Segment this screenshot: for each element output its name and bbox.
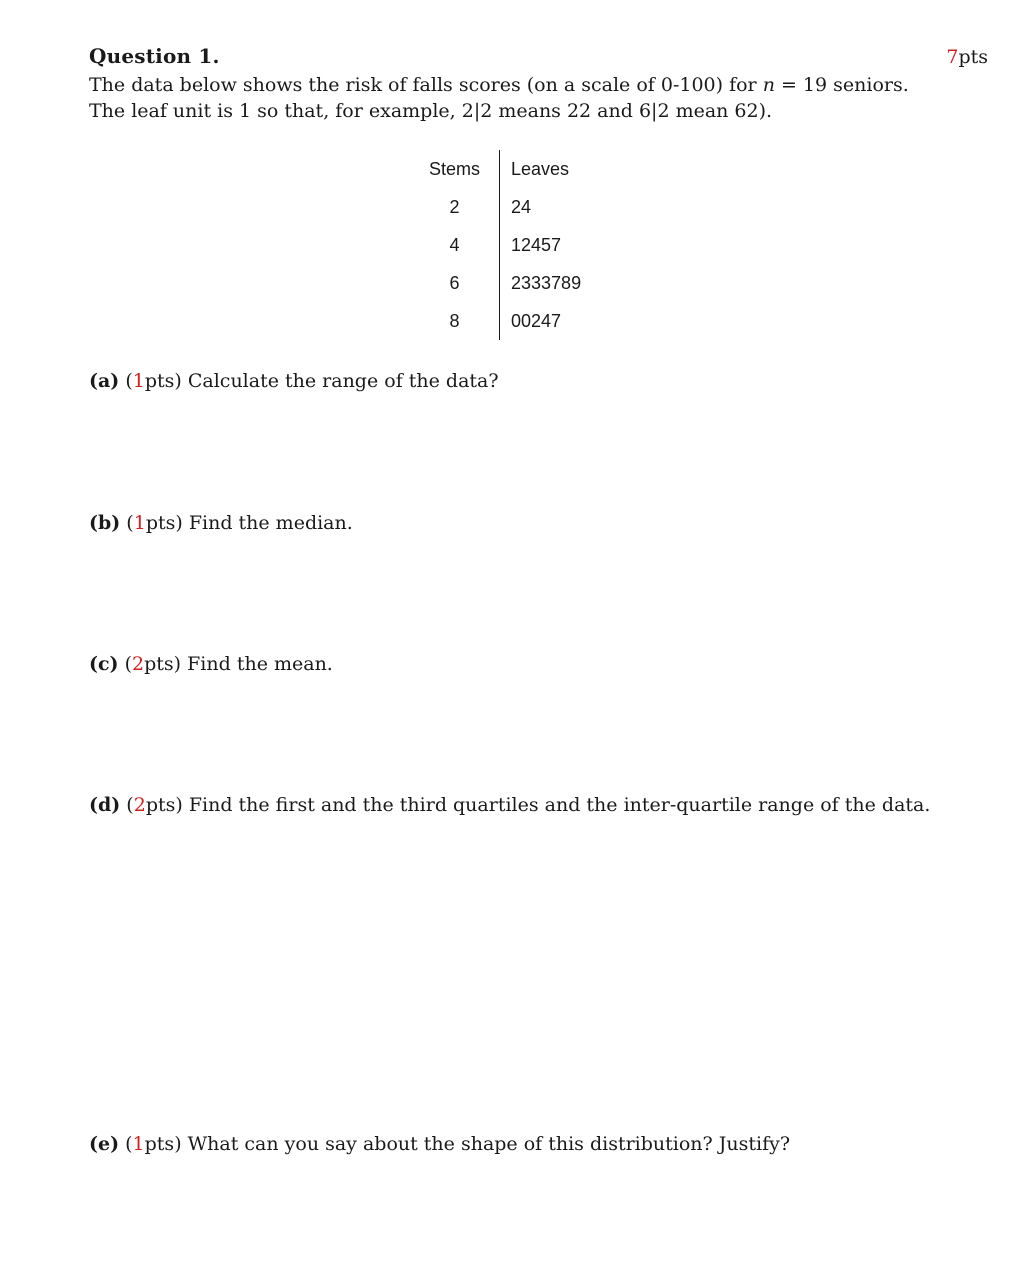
intro-variable-n: n <box>762 74 775 96</box>
part-c: (c) (2pts) Find the mean. <box>89 653 333 675</box>
part-points: 1 <box>132 370 145 392</box>
stem-leaf-row <box>410 226 631 264</box>
part-text: Calculate the range of the data? <box>187 370 499 392</box>
part-points-unit: pts <box>144 653 174 675</box>
part-points: 1 <box>132 1133 145 1155</box>
stem-leaf-row <box>410 264 631 302</box>
leaf-cell: 24 <box>511 196 532 217</box>
part-a: (a) (1pts) Calculate the range of the data? <box>89 370 499 392</box>
stem-leaf-row <box>410 302 631 340</box>
total-points-unit: pts <box>958 46 988 68</box>
stems-header: Stems <box>410 150 500 188</box>
intro-text-start: The data below shows the risk of falls scores (on a scale of 0-100) for <box>89 74 763 96</box>
part-points: 2 <box>133 794 146 816</box>
part-text: Find the mean. <box>187 653 333 675</box>
part-e: (e) (1pts) What can you say about the shape of this distribution? Justify? <box>89 1133 791 1155</box>
part-text: What can you say about the shape of this distribution? Justify? <box>187 1133 791 1155</box>
part-points-unit: pts <box>144 370 175 392</box>
question-title: Question 1. <box>89 44 220 68</box>
part-points-unit: pts <box>144 1133 175 1155</box>
part-label: (e) <box>89 1133 120 1155</box>
part-label: (c) <box>89 653 119 675</box>
part-text: Find the first and the third quartiles and the inter-quartile range of the data. <box>188 794 931 816</box>
part-text: Find the median. <box>188 512 353 534</box>
stem-cell: 2 <box>410 188 500 226</box>
part-label: (b) <box>89 512 121 534</box>
part-points: 2 <box>132 653 145 675</box>
part-label: (d) <box>89 794 121 816</box>
intro-text-end: = 19 seniors. The leaf unit is 1 so that, for example, 2|2 means 22 and 6|2 mean 62). <box>89 74 909 122</box>
stem-leaf-table <box>410 150 631 340</box>
stem-cell: 8 <box>410 302 500 340</box>
leaf-cell: 12457 <box>511 234 562 255</box>
part-d: (d) (2pts) Find the first and the third quartiles and the inter-quartile range of the data. <box>89 794 931 816</box>
total-points-value: 7 <box>946 46 959 68</box>
part-points-unit: pts <box>145 794 176 816</box>
part-points: 1 <box>133 512 146 534</box>
stem-cell: 4 <box>410 226 500 264</box>
leaf-cell: 00247 <box>511 310 562 331</box>
part-label: (a) <box>89 370 120 392</box>
part-b: (b) (1pts) Find the median. <box>89 512 353 534</box>
part-points-unit: pts <box>145 512 176 534</box>
question-intro <box>89 72 934 124</box>
total-points <box>946 46 988 68</box>
stem-cell: 6 <box>410 264 500 302</box>
stem-leaf-row <box>410 188 631 226</box>
stem-leaf-header-row <box>410 150 631 188</box>
leaves-header: Leaves <box>511 158 570 179</box>
leaf-cell: 2333789 <box>511 272 582 293</box>
